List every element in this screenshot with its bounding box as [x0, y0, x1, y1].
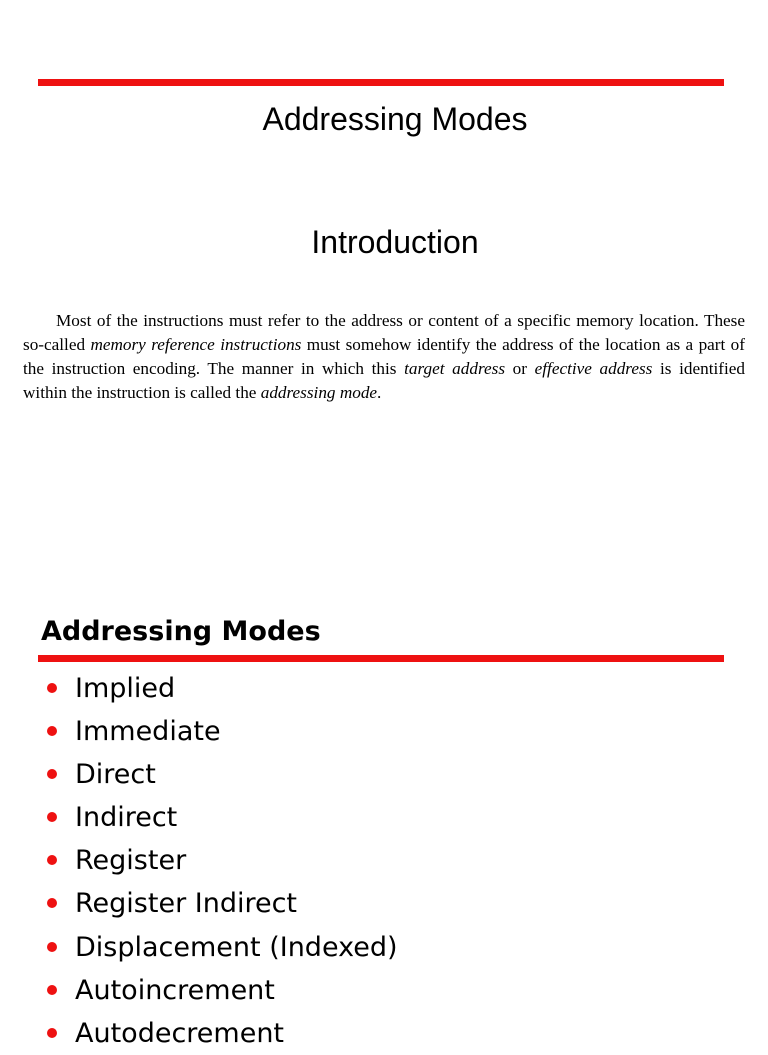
paragraph-text: or [505, 359, 535, 378]
list-item-label: Implied [75, 673, 176, 704]
intro-paragraph [23, 309, 745, 405]
paragraph-text: . [377, 383, 382, 402]
paragraph-text: Most of the instructions must refer to the address or content of a specific memory location. These so-called [23, 311, 745, 354]
bullet-icon [47, 812, 57, 822]
bullet-icon [47, 1028, 57, 1038]
paragraph-emphasis: memory reference instructions [90, 335, 302, 354]
bullet-icon [47, 855, 57, 865]
paragraph-emphasis: effective address [534, 359, 653, 378]
list-item-label: Register Indirect [75, 888, 298, 920]
page-title: Addressing Modes [262, 101, 528, 137]
paragraph-text: is identified within the instruction is called the [23, 359, 745, 402]
list-item-label: Indirect [75, 802, 178, 834]
paragraph-emphasis: target address [404, 359, 506, 378]
paragraph-emphasis: addressing mode [260, 383, 378, 402]
top-divider [38, 79, 724, 86]
list-item-label: Direct [75, 759, 156, 791]
list-item-label: Immediate [75, 716, 221, 748]
bullet-icon [47, 683, 57, 693]
list-item-label: Register [75, 845, 187, 877]
paragraph-text: must somehow identify the address of the location as a part of the instruction encoding. The manner in which this [23, 335, 745, 378]
bullet-icon [47, 898, 57, 908]
section-heading: Addressing Modes [41, 616, 321, 647]
section-divider [38, 655, 724, 662]
list-item-label: Autodecrement [75, 1017, 285, 1049]
intro-heading: Introduction [311, 224, 479, 260]
bullet-icon [47, 985, 57, 995]
bullet-icon [47, 769, 57, 779]
bullet-icon [47, 726, 57, 736]
list-item-label: Autoincrement [75, 974, 275, 1006]
list-item-label: Displacement (Indexed) [75, 931, 398, 963]
bullet-icon [47, 942, 57, 952]
